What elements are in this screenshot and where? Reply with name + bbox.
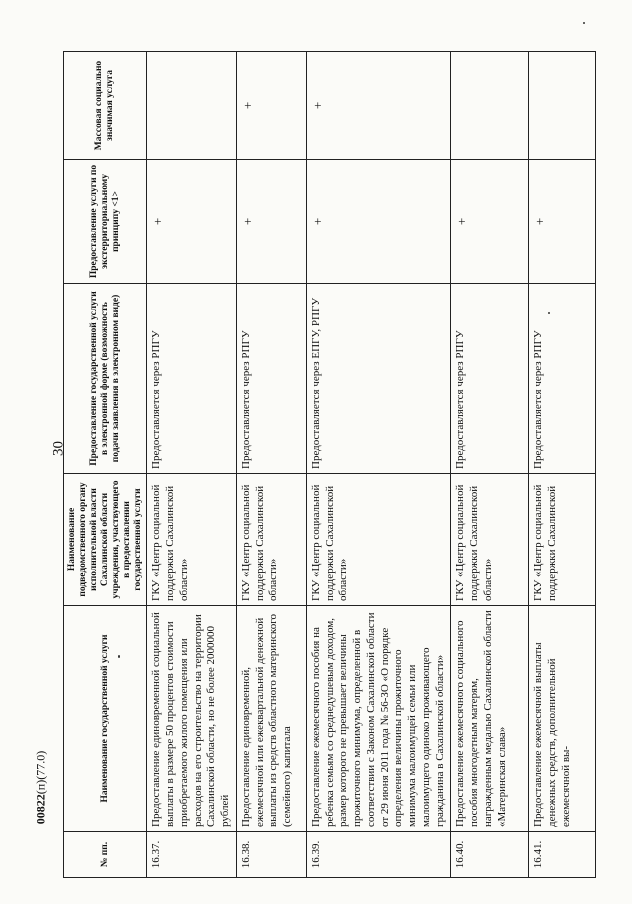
row-mass-mark: + [236, 52, 306, 160]
row-electronic: Предоставляется через РПГУ [529, 284, 596, 474]
row-extraterritorial-mark: + [236, 160, 306, 284]
row-number: 16.40. [451, 832, 529, 878]
table-row [147, 52, 237, 878]
row-institution: ГКУ «Центр социальной поддержки Сахалинской области» [451, 474, 529, 606]
header-institution: Наименование подведомственного органу исполнительной власти Сахалинской области учреждения, участвующего в предоставлении государственной услуги [64, 474, 147, 606]
row-service-name: Предоставление ежемесячного социального пособия многодетным матерям, награжденным медалью Сахалинской области «Материнская слава» [451, 606, 529, 832]
table-row [529, 52, 596, 878]
row-institution: ГКУ «Центр социальной поддержки Сахалинской области» [147, 474, 237, 606]
header-extraterritorial: Предоставление услуги по экстерриториальному принципу <1> [64, 160, 147, 284]
table-row [306, 52, 451, 878]
table-row [236, 52, 306, 878]
row-service-name: Предоставление единовременной социальной выплаты в размере 50 процентов стоимости приобретаемого жилого помещения или расходов на его строительство на территории Сахалинской области, но не более 2000000 рублей [147, 606, 237, 832]
row-mass-mark [147, 52, 237, 160]
row-mass-mark [451, 52, 529, 160]
row-electronic: Предоставляется через РПГУ [147, 284, 237, 474]
row-service-name: Предоставление ежемесячной выплаты денежных средств, дополнительной ежемесячной вы- [529, 606, 596, 832]
header-electronic-form: Предоставление государственной услуги в электронной форме (возможность подачи заявления в электронном виде) [64, 284, 147, 474]
row-extraterritorial-mark: + [147, 160, 237, 284]
row-number: 16.39. [306, 832, 451, 878]
table-header-row [64, 52, 147, 878]
row-service-name: Предоставление ежемесячного пособия на ребенка семьям со среднедушевым доходом, размер которого не превышает величины прожиточного минимума, определенной в соответствии с Законом Сахалинской области от 29 июня 2011 года № 56-ЗО «О порядке определения величины прожиточного минимума малоимущей семьи или малоимущего одиноко проживающего гражданина в Сахалинской области» [306, 606, 451, 832]
row-extraterritorial-mark: + [306, 160, 451, 284]
row-electronic: Предоставляется через РПГУ [236, 284, 306, 474]
row-extraterritorial-mark: + [529, 160, 596, 284]
services-table [63, 51, 596, 878]
row-institution: ГКУ «Центр социальной поддержки Сахалинской области» [236, 474, 306, 606]
page-number: 30 [50, 441, 67, 456]
scan-speck [118, 655, 120, 658]
row-electronic: Предоставляется через ЕПГУ, РПГУ [306, 284, 451, 474]
row-mass-mark: + [306, 52, 451, 160]
row-number: 16.41. [529, 832, 596, 878]
row-number: 16.37. [147, 832, 237, 878]
row-number: 16.38. [236, 832, 306, 878]
scan-speck [583, 22, 585, 24]
row-extraterritorial-mark: + [451, 160, 529, 284]
row-service-name: Предоставление единовременной, ежемесячной или ежеквартальной денежной выплаты из средств областного материнского (семейного) капитала [236, 606, 306, 832]
row-mass-mark [529, 52, 596, 160]
scan-speck [548, 312, 550, 314]
row-electronic: Предоставляется через РПГУ [451, 284, 529, 474]
rotated-table-wrapper [63, 52, 588, 878]
header-service-name: Наименование государственной услуги [64, 606, 147, 832]
header-mass-service: Массовая социально значимая услуга [64, 52, 147, 160]
row-institution: ГКУ «Центр социальной поддержки Сахалинской [529, 474, 596, 606]
document-code-suffix: (п)(77.0) [33, 750, 48, 795]
document-code-number: 00822 [33, 794, 48, 825]
table-row [451, 52, 529, 878]
document-code [34, 723, 49, 853]
row-institution: ГКУ «Центр социальной поддержки Сахалинской области» [306, 474, 451, 606]
header-number: № пп. [64, 832, 147, 878]
